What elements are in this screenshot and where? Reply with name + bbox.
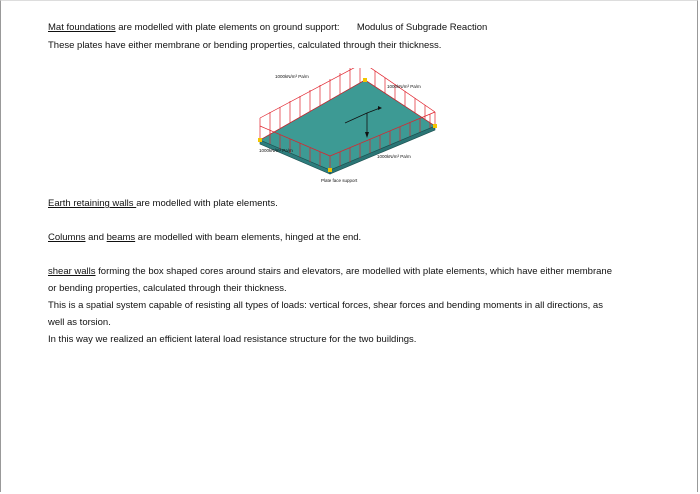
paragraph-conclusion: In this way we realized an efficient lateral load resistance structure for the two buildings.: [48, 334, 417, 345]
paragraph-spatial-1: This is a spatial system capable of resisting all types of loads: vertical forces, shear forces and bending moments in all directions, as: [48, 300, 603, 311]
label-left: 1000kN/m³ Pa/m: [259, 148, 293, 153]
paragraph-columns-beams: [48, 230, 361, 246]
label-top-right: 1000kN/m³ Pa/m: [387, 84, 421, 89]
text-beams: are modelled with beam elements, hinged at the end.: [135, 232, 362, 243]
term-beams: beams: [106, 232, 136, 243]
paragraph-spatial-2: well as torsion.: [48, 317, 111, 328]
paragraph-mat-foundations: [48, 20, 487, 36]
term-earth-retaining-walls: Earth retaining walls: [48, 198, 137, 209]
figure-caption: Plate face support: [321, 178, 358, 183]
text-modulus: Modulus of Subgrade Reaction: [356, 22, 488, 33]
paragraph-shear-walls-2: or bending properties, calculated through their thickness.: [48, 283, 287, 294]
label-top-left: 1000kN/m³ Pa/m: [275, 74, 309, 79]
text-and: and: [85, 232, 107, 243]
term-shear-walls: shear walls: [48, 266, 96, 277]
term-mat-foundations: Mat foundations: [48, 22, 116, 33]
label-right: 1000kN/m³ Pa/m: [377, 154, 411, 159]
paragraph-earth-retaining: [48, 196, 278, 212]
term-columns: Columns: [48, 232, 86, 243]
paragraph-plates-properties: These plates have either membrane or bending properties, calculated through their thickness.: [48, 40, 442, 51]
paragraph-shear-walls-1: [48, 264, 612, 280]
plate-support-figure: [255, 68, 445, 192]
text-earth-retaining: are modelled with plate elements.: [136, 198, 278, 209]
text-shear-walls: forming the box shaped cores around stairs and elevators, are modelled with plate elements, which have either membrane: [95, 266, 612, 277]
text-mat-foundations: are modelled with plate elements on ground support:: [115, 22, 340, 33]
